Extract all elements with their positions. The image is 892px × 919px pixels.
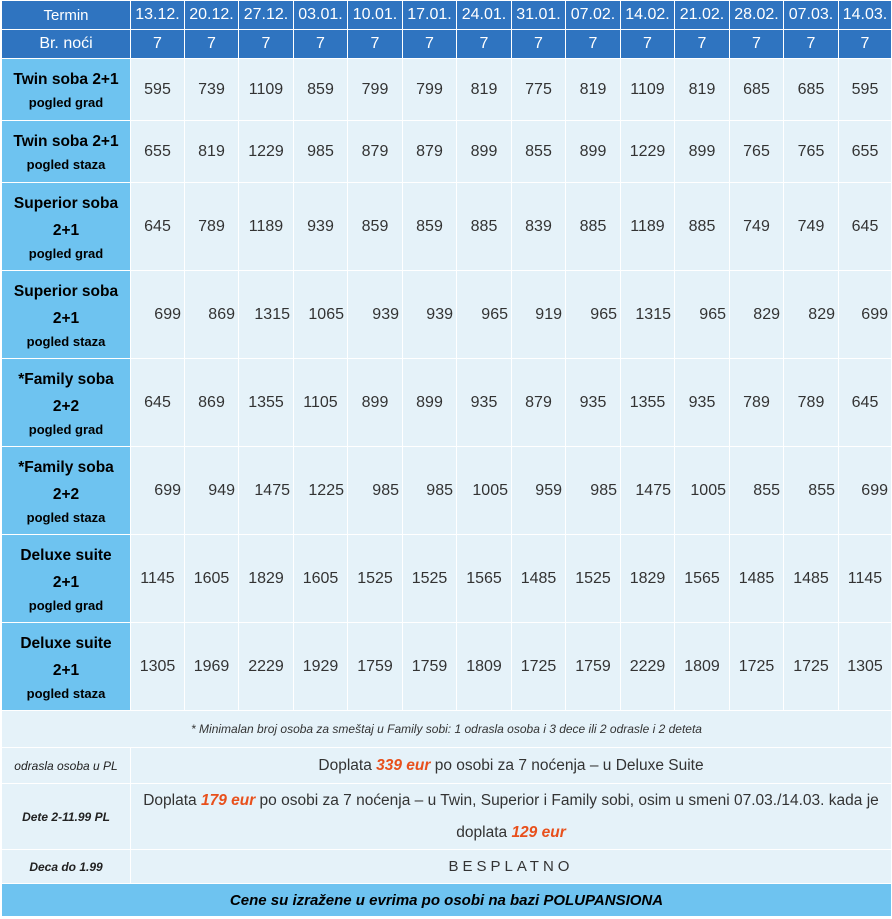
date-header-cell: 10.01. xyxy=(348,1,403,30)
date-header-cell: 24.01. xyxy=(457,1,512,30)
date-header-cell: 13.12. xyxy=(131,1,185,30)
nights-cell: 7 xyxy=(457,30,512,59)
price-cell: 1759 xyxy=(566,623,621,711)
room-row xyxy=(2,535,892,623)
price-cell: 1605 xyxy=(294,535,348,623)
price-cell: 1229 xyxy=(239,121,294,183)
price-cell: 685 xyxy=(730,59,784,121)
price-cell: 819 xyxy=(457,59,512,121)
price-cell: 739 xyxy=(185,59,239,121)
price-cell: 1725 xyxy=(784,623,839,711)
adult-label: odrasla osoba u PL xyxy=(2,748,131,784)
price-table xyxy=(1,0,892,917)
room-type-cell xyxy=(2,271,131,359)
price-cell: 899 xyxy=(457,121,512,183)
nights-cell: 7 xyxy=(294,30,348,59)
price-cell: 1829 xyxy=(239,535,294,623)
price-cell: 939 xyxy=(348,271,403,359)
price-cell: 939 xyxy=(403,271,457,359)
adult-pre: Doplata xyxy=(318,756,377,774)
date-header-cell: 03.01. xyxy=(294,1,348,30)
nights-cell: 7 xyxy=(239,30,294,59)
room-name-line: 2+2 xyxy=(52,397,80,415)
price-cell: 1525 xyxy=(403,535,457,623)
price-cell: 965 xyxy=(457,271,512,359)
price-cell: 1929 xyxy=(294,623,348,711)
price-cell: 879 xyxy=(348,121,403,183)
price-cell: 1759 xyxy=(403,623,457,711)
price-cell: 1229 xyxy=(621,121,675,183)
room-name-line: *Family soba xyxy=(18,370,114,388)
adult-row xyxy=(2,748,892,784)
room-row xyxy=(2,183,892,271)
room-type-cell xyxy=(2,121,131,183)
nights-cell: 7 xyxy=(675,30,730,59)
price-cell: 859 xyxy=(403,183,457,271)
price-cell: 1005 xyxy=(457,447,512,535)
room-type-cell xyxy=(2,447,131,535)
room-type-cell xyxy=(2,535,131,623)
room-row xyxy=(2,623,892,711)
child-mid: po osobi za 7 noćenja – u Twin, Superior i Family sobi, osim u smeni 07.03./14.03. kada je doplata xyxy=(255,791,879,841)
room-type-cell xyxy=(2,623,131,711)
price-cell: 1485 xyxy=(784,535,839,623)
room-view: pogled staza xyxy=(26,509,106,525)
note-row xyxy=(2,711,892,748)
price-cell: 1189 xyxy=(239,183,294,271)
price-cell: 1145 xyxy=(131,535,185,623)
price-cell: 869 xyxy=(185,271,239,359)
price-cell: 879 xyxy=(403,121,457,183)
price-cell: 985 xyxy=(294,121,348,183)
nights-cell: 7 xyxy=(566,30,621,59)
room-row xyxy=(2,359,892,447)
price-cell: 645 xyxy=(839,183,892,271)
room-name-line: 2+1 xyxy=(52,661,80,679)
price-cell: 685 xyxy=(784,59,839,121)
room-name-line: Twin soba 2+1 xyxy=(13,133,119,150)
price-cell: 829 xyxy=(784,271,839,359)
room-name-line: Superior soba xyxy=(13,194,119,212)
date-header-cell: 07.03. xyxy=(784,1,839,30)
price-cell: 949 xyxy=(185,447,239,535)
price-cell: 1969 xyxy=(185,623,239,711)
price-cell: 829 xyxy=(730,271,784,359)
price-cell: 1725 xyxy=(730,623,784,711)
price-cell: 819 xyxy=(185,121,239,183)
price-footer: Cene su izražene u evrima po osobi na bazi POLUPANSIONA xyxy=(2,884,892,917)
price-cell: 699 xyxy=(839,447,892,535)
nights-cell: 7 xyxy=(131,30,185,59)
price-cell: 1725 xyxy=(512,623,566,711)
price-cell: 789 xyxy=(185,183,239,271)
child-surcharge xyxy=(131,784,892,850)
price-cell: 985 xyxy=(566,447,621,535)
price-cell: 935 xyxy=(566,359,621,447)
price-cell: 985 xyxy=(403,447,457,535)
price-cell: 645 xyxy=(131,183,185,271)
price-cell: 965 xyxy=(675,271,730,359)
price-cell: 2229 xyxy=(239,623,294,711)
room-name-line: Twin soba 2+1 xyxy=(13,71,119,88)
nights-cell: 7 xyxy=(403,30,457,59)
price-cell: 1475 xyxy=(239,447,294,535)
price-cell: 1829 xyxy=(621,535,675,623)
nights-cell: 7 xyxy=(730,30,784,59)
price-cell: 899 xyxy=(403,359,457,447)
price-cell: 819 xyxy=(566,59,621,121)
price-cell: 899 xyxy=(566,121,621,183)
price-cell: 789 xyxy=(784,359,839,447)
price-cell: 1809 xyxy=(675,623,730,711)
room-row xyxy=(2,121,892,183)
price-cell: 799 xyxy=(403,59,457,121)
date-header-cell: 14.02. xyxy=(621,1,675,30)
price-cell: 919 xyxy=(512,271,566,359)
price-cell: 699 xyxy=(839,271,892,359)
price-cell: 869 xyxy=(185,359,239,447)
child-amount-2: 129 eur xyxy=(511,823,566,841)
price-cell: 1605 xyxy=(185,535,239,623)
header-nights-row xyxy=(2,30,892,59)
price-cell: 1145 xyxy=(839,535,892,623)
adult-surcharge xyxy=(131,748,892,784)
price-cell: 1525 xyxy=(348,535,403,623)
room-row xyxy=(2,447,892,535)
price-cell: 1565 xyxy=(675,535,730,623)
child-label: Dete 2-11.99 PL xyxy=(2,784,131,850)
price-cell: 935 xyxy=(675,359,730,447)
nights-cell: 7 xyxy=(512,30,566,59)
price-cell: 859 xyxy=(294,59,348,121)
nights-cell: 7 xyxy=(185,30,239,59)
nights-cell: 7 xyxy=(348,30,403,59)
price-cell: 2229 xyxy=(621,623,675,711)
room-view: pogled staza xyxy=(26,157,106,172)
infant-free: BESPLATNO xyxy=(131,850,892,884)
room-type-cell xyxy=(2,183,131,271)
room-name-line: Superior soba xyxy=(13,282,119,300)
price-cell: 799 xyxy=(348,59,403,121)
price-cell: 655 xyxy=(131,121,185,183)
room-view: pogled staza xyxy=(26,685,106,701)
price-cell: 1355 xyxy=(239,359,294,447)
price-cell: 859 xyxy=(348,183,403,271)
price-cell: 935 xyxy=(457,359,512,447)
price-cell: 775 xyxy=(512,59,566,121)
price-cell: 899 xyxy=(348,359,403,447)
family-note: * Minimalan broj osoba za smeštaj u Family sobi: 1 odrasla osoba i 3 dece ili 2 odrasle i 2 deteta xyxy=(2,711,892,748)
price-cell: 1315 xyxy=(621,271,675,359)
nights-cell: 7 xyxy=(839,30,892,59)
room-view: pogled grad xyxy=(28,95,104,110)
price-cell: 819 xyxy=(675,59,730,121)
price-cell: 1759 xyxy=(348,623,403,711)
nights-cell: 7 xyxy=(621,30,675,59)
date-header-cell: 14.03. xyxy=(839,1,892,30)
date-header-cell: 17.01. xyxy=(403,1,457,30)
adult-amount: 339 eur xyxy=(376,756,431,774)
price-cell: 1475 xyxy=(621,447,675,535)
header-dates-row xyxy=(2,1,892,30)
room-row xyxy=(2,271,892,359)
date-header-cell: 27.12. xyxy=(239,1,294,30)
price-cell: 965 xyxy=(566,271,621,359)
price-cell: 985 xyxy=(348,447,403,535)
price-cell: 1189 xyxy=(621,183,675,271)
price-cell: 1809 xyxy=(457,623,512,711)
child-amount: 179 eur xyxy=(200,791,256,809)
price-cell: 655 xyxy=(839,121,892,183)
date-header-cell: 31.01. xyxy=(512,1,566,30)
price-cell: 595 xyxy=(131,59,185,121)
room-name-line: 2+1 xyxy=(52,309,80,327)
price-cell: 645 xyxy=(839,359,892,447)
price-cell: 789 xyxy=(730,359,784,447)
room-name-line: 2+2 xyxy=(52,485,80,503)
room-view: pogled grad xyxy=(28,597,104,613)
room-name-line: 2+1 xyxy=(52,573,80,591)
price-cell: 959 xyxy=(512,447,566,535)
price-cell: 939 xyxy=(294,183,348,271)
price-cell: 1305 xyxy=(839,623,892,711)
price-cell: 1109 xyxy=(621,59,675,121)
infant-label: Deca do 1.99 xyxy=(2,850,131,884)
price-cell: 699 xyxy=(131,271,185,359)
nights-cell: 7 xyxy=(784,30,839,59)
price-cell: 645 xyxy=(131,359,185,447)
price-cell: 749 xyxy=(730,183,784,271)
child-pre: Doplata xyxy=(143,791,201,809)
price-cell: 1565 xyxy=(457,535,512,623)
price-cell: 855 xyxy=(512,121,566,183)
termin-label: Termin xyxy=(2,1,131,30)
adult-post: po osobi za 7 noćenja – u Deluxe Suite xyxy=(430,756,704,774)
price-cell: 1315 xyxy=(239,271,294,359)
child-row xyxy=(2,784,892,850)
date-header-cell: 28.02. xyxy=(730,1,784,30)
date-header-cell: 21.02. xyxy=(675,1,730,30)
price-cell: 885 xyxy=(566,183,621,271)
price-cell: 595 xyxy=(839,59,892,121)
price-cell: 1065 xyxy=(294,271,348,359)
price-cell: 1305 xyxy=(131,623,185,711)
date-header-cell: 20.12. xyxy=(185,1,239,30)
room-view: pogled staza xyxy=(26,333,106,349)
price-cell: 839 xyxy=(512,183,566,271)
price-cell: 1105 xyxy=(294,359,348,447)
room-name-line: Deluxe suite xyxy=(20,634,112,652)
price-cell: 1225 xyxy=(294,447,348,535)
price-cell: 1485 xyxy=(730,535,784,623)
price-cell: 855 xyxy=(730,447,784,535)
price-cell: 899 xyxy=(675,121,730,183)
price-cell: 885 xyxy=(675,183,730,271)
price-cell: 855 xyxy=(784,447,839,535)
nights-label: Br. noći xyxy=(2,30,131,59)
room-type-cell xyxy=(2,359,131,447)
price-cell: 749 xyxy=(784,183,839,271)
price-cell: 885 xyxy=(457,183,512,271)
room-name-line: 2+1 xyxy=(52,221,80,239)
price-cell: 1355 xyxy=(621,359,675,447)
price-cell: 1485 xyxy=(512,535,566,623)
room-type-cell xyxy=(2,59,131,121)
room-name-line: *Family soba xyxy=(18,458,114,476)
price-cell: 699 xyxy=(131,447,185,535)
price-cell: 1525 xyxy=(566,535,621,623)
footer-row xyxy=(2,884,892,917)
price-cell: 879 xyxy=(512,359,566,447)
price-cell: 1109 xyxy=(239,59,294,121)
price-cell: 765 xyxy=(784,121,839,183)
price-cell: 1005 xyxy=(675,447,730,535)
date-header-cell: 07.02. xyxy=(566,1,621,30)
room-row xyxy=(2,59,892,121)
price-cell: 765 xyxy=(730,121,784,183)
room-name-line: Deluxe suite xyxy=(20,546,112,564)
infant-row xyxy=(2,850,892,884)
room-view: pogled grad xyxy=(28,421,104,437)
room-view: pogled grad xyxy=(28,245,104,261)
